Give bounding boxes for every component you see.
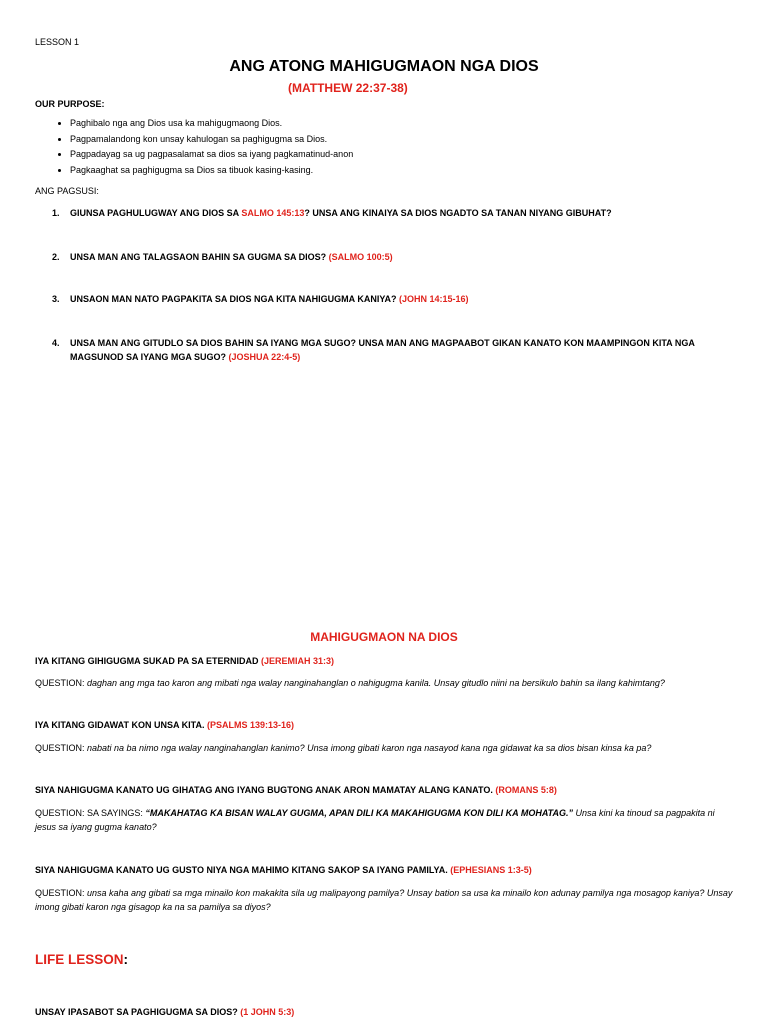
- quoted-saying: “MAKAHATAG KA BISAN WALAY GUGMA, APAN DILI KA MAKAHIGUGMA KON DILI KA MOHATAG.”: [145, 808, 574, 818]
- life-lesson-question: [35, 1007, 294, 1017]
- scripture-ref: (SALMO 100:5): [328, 252, 393, 262]
- scripture-ref: (ROMANS 5:8): [495, 785, 557, 795]
- question-body: daghan ang mga tao karon ang mibati nga walay nanginahanglan o nahigugma kanila. Unsay gitudlo niini na bersikulo bahin sa ilang kahimtang?: [87, 678, 665, 688]
- section-question-4: [35, 886, 735, 914]
- section-question-1: [35, 676, 735, 690]
- heading-text: SIYA NAHIGUGMA KANATO UG GIHATAG ANG IYANG BUGTONG ANAK ARON MAMATAY ALANG KANATO.: [35, 785, 496, 795]
- question-label: QUESTION:: [35, 678, 88, 688]
- section-heading-2: [35, 720, 294, 730]
- question-text: [70, 206, 722, 220]
- purpose-item: • Paghibalo nga ang Dios usa ka mahigugmaong Dios.: [70, 116, 353, 132]
- question-3: [52, 292, 722, 306]
- question-body: Unsa kini ka tinoud sa pagpakita ni jesus sa iyang gugma kanato?: [35, 808, 715, 832]
- scripture-ref: (JOSHUA 22:4-5): [228, 352, 301, 362]
- section-heading-4: [35, 865, 532, 875]
- scripture-ref: (1 JOHN 5:3): [240, 1007, 295, 1017]
- scripture-ref: SALMO 145:13: [241, 208, 305, 218]
- question-label: QUESTION:: [35, 888, 88, 898]
- question-4: [52, 336, 722, 364]
- question-text-pre: UNSA MAN ANG GITUDLO SA DIOS BAHIN SA IYANG MGA SUGO? UNSA MAN ANG MAGPAABOT GIKAN KANATO KON MAAMPINGON KITA NGA MAGSUNOD SA IYANG MGA SUGO?: [70, 338, 695, 362]
- lesson-label: LESSON 1: [35, 37, 80, 47]
- question-number: 3.: [52, 294, 60, 304]
- question-number: 4.: [52, 338, 60, 348]
- purpose-label: OUR PURPOSE:: [35, 99, 105, 109]
- section-heading-3: [35, 785, 557, 795]
- scripture-ref: (JOHN 14:15-16): [399, 294, 469, 304]
- question-text-post: ? UNSA ANG KINAIYA SA DIOS NGADTO SA TANAN NIYANG GIBUHAT?: [304, 208, 612, 218]
- question-text-pre: UNSA MAN ANG TALAGSAON BAHIN SA GUGMA SA DIOS?: [70, 252, 329, 262]
- heading-text: IYA KITANG GIDAWAT KON UNSA KITA.: [35, 720, 208, 730]
- purpose-item: • Pagkaaghat sa paghigugma sa Dios sa tibuok kasing-kasing.: [70, 163, 353, 179]
- question-label: QUESTION: SA SAYINGS:: [35, 808, 146, 818]
- purpose-item: • Pagpadayag sa ug pagpasalamat sa dios sa iyang pagkamatinud-anon: [70, 147, 353, 163]
- question-text-pre: UNSAON MAN NATO PAGPAKITA SA DIOS NGA KITA NAHIGUGMA KANIYA?: [70, 294, 400, 304]
- question-1: [52, 206, 722, 220]
- section-title: MAHIGUGMAON NA DIOS: [310, 630, 458, 644]
- scripture-ref: (JEREMIAH 31:3): [261, 656, 335, 666]
- question-label: QUESTION:: [35, 743, 88, 753]
- life-lesson-heading: [35, 952, 128, 967]
- heading-text: IYA KITANG GIHIGUGMA SUKAD PA SA ETERNIDAD: [35, 656, 262, 666]
- question-text-pre: GIUNSA PAGHULUGWAY ANG DIOS SA: [70, 208, 242, 218]
- question-number: 2.: [52, 252, 60, 262]
- question-2: [52, 250, 722, 264]
- purpose-item: • Pagpamalandong kon unsay kahulogan sa paghigugma sa Dios.: [70, 132, 353, 148]
- life-lesson-colon: :: [123, 952, 129, 967]
- pagsusi-label: ANG PAGSUSI:: [35, 186, 99, 196]
- page-title: ANG ATONG MAHIGUGMAON NGA DIOS: [229, 58, 539, 75]
- question-body: nabati na ba nimo nga walay nanginahanglan kanimo? Unsa imong gibati karon nga nasayod kana nga gidawat ka sa dios bisan kinsa ka pa?: [87, 743, 652, 753]
- scripture-ref: (PSALMS 139:13-16): [207, 720, 295, 730]
- question-text: UNSAY IPASABOT SA PAGHIGUGMA SA DIOS?: [35, 1007, 241, 1017]
- heading-text: SIYA NAHIGUGMA KANATO UG GUSTO NIYA NGA MAHIMO KITANG SAKOP SA IYANG PAMILYA.: [35, 865, 451, 875]
- question-text: [70, 336, 722, 364]
- section-heading-1: [35, 656, 334, 666]
- question-text: [70, 250, 722, 264]
- scripture-ref: (EPHESIANS 1:3-5): [450, 865, 532, 875]
- question-number: 1.: [52, 208, 60, 218]
- section-question-2: [35, 741, 735, 755]
- question-text: [70, 292, 722, 306]
- purpose-list: [52, 116, 353, 178]
- life-lesson-label: LIFE LESSON: [35, 952, 124, 967]
- section-question-3: [35, 806, 735, 834]
- question-body: unsa kaha ang gibati sa mga minailo kon makakita sila ug malipayong pamilya? Unsay bation sa usa ka minailo kon adunay pamilya nga mosagop kaniya? Unsay imong gibati karon nga gisagop ka na sa pamilya sa diyos?: [35, 888, 733, 912]
- title-scripture-ref: (MATTHEW 22:37-38): [288, 81, 408, 95]
